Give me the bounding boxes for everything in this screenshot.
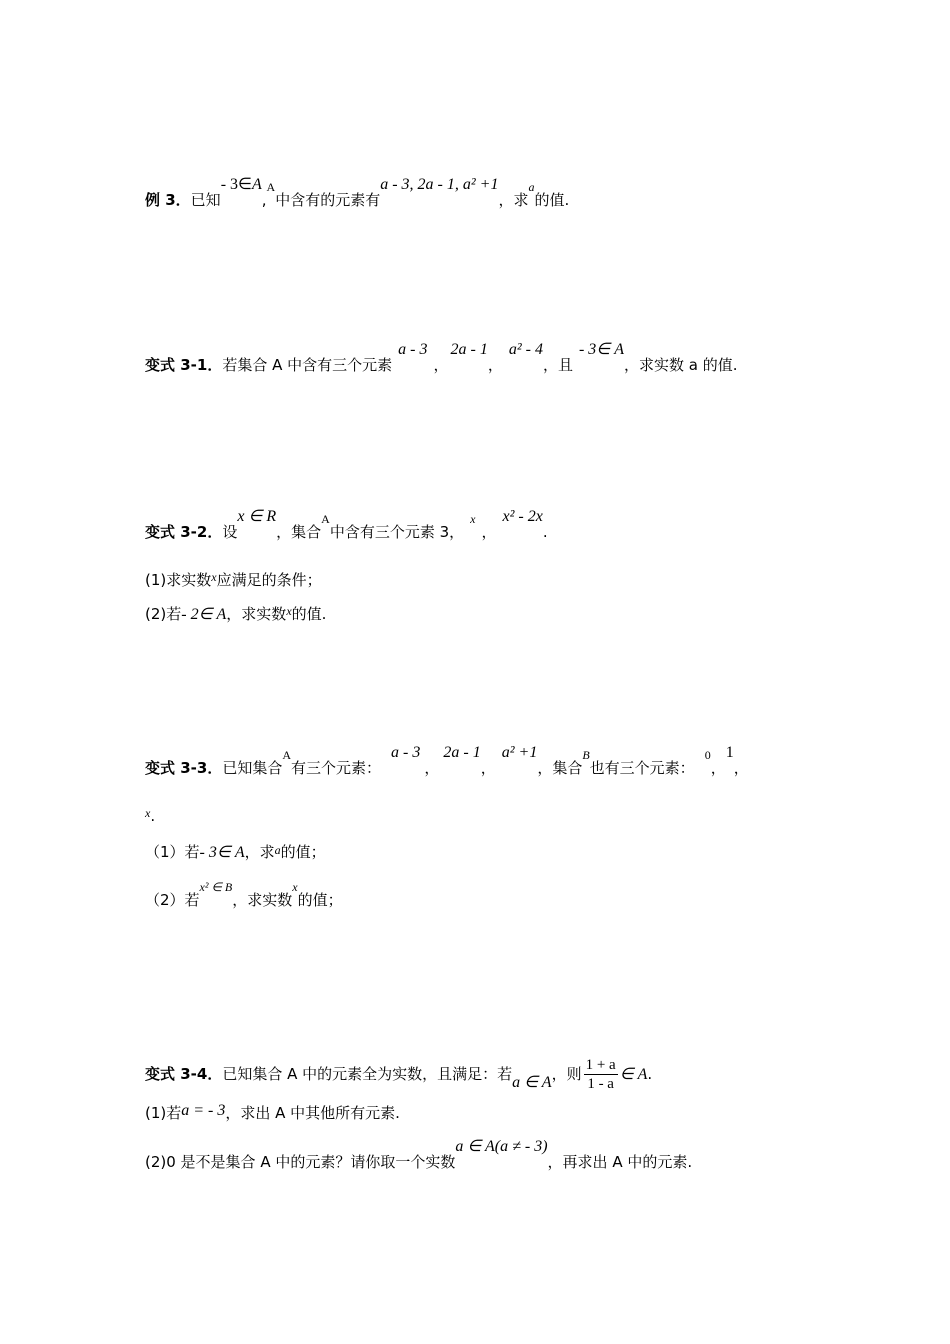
text: ，求出 A 中其他所有元素. (225, 1104, 400, 1122)
math: 1 (725, 744, 734, 761)
math: 2a - 1 (450, 341, 488, 358)
variant-3-4-q1 (145, 1103, 400, 1124)
text: ， (480, 759, 496, 777)
text: (1)若 (145, 1104, 182, 1122)
math: x (286, 604, 292, 618)
text: 已知集合 A 中的元素全为实数，且满足：若 (222, 1065, 513, 1083)
variant-label: 变式 3-1． (145, 356, 223, 374)
text: ，求实数 a 的值. (624, 356, 738, 374)
variant-label: 变式 3-3． (145, 759, 223, 777)
variant-3-4-q2 (145, 1138, 693, 1173)
math: a² - 4 (508, 341, 543, 358)
text: ，且 (542, 356, 573, 374)
variant-label: 变式 3-4． (145, 1065, 223, 1083)
math: a (274, 843, 281, 857)
math: ∈ A (619, 1066, 648, 1083)
math: a - 3 (391, 744, 421, 761)
text: ， (433, 356, 449, 374)
math: A (282, 748, 292, 762)
text: 已知集合 (222, 759, 283, 777)
denominator: 1 - a (587, 1076, 614, 1092)
math: x ∈ R (237, 508, 277, 525)
text: ， (733, 759, 749, 777)
text: ，求 (498, 191, 529, 209)
math: a² +1 (501, 744, 538, 761)
text: ，求实数 (232, 891, 293, 909)
text: (2)若 (145, 605, 182, 623)
text: （2）若 (145, 891, 200, 909)
math: a - 3 (398, 341, 428, 358)
text: (1)求实数 (145, 571, 212, 589)
math: x (145, 806, 151, 820)
text: 中含有的元素有 (275, 191, 381, 209)
math-part: A (251, 176, 262, 193)
fraction (584, 1056, 618, 1093)
text: 的值. (291, 605, 327, 623)
text: 的值. (534, 191, 570, 209)
text: ， (710, 759, 726, 777)
text: 应满足的条件； (216, 571, 322, 589)
math: x² - 2x (502, 508, 543, 525)
text: 已知 (190, 191, 221, 209)
text: ，再求出 A 中的元素. (547, 1153, 693, 1171)
text: 的值； (297, 891, 343, 909)
text: 中含有三个元素 3， (329, 523, 465, 541)
text: ， (481, 523, 497, 541)
text: . (647, 1065, 653, 1083)
math: a ∈ A (512, 1074, 552, 1091)
math: B (582, 748, 590, 762)
math: - 2∈ A (181, 606, 227, 623)
math: A (321, 512, 330, 526)
math: a ∈ A(a ≠ - 3) (455, 1138, 548, 1155)
text: ，求实数 (226, 605, 287, 623)
math-part: - 3∈ (220, 176, 252, 193)
variant-3-2 (145, 508, 548, 543)
text: , (261, 191, 267, 209)
math: A (266, 180, 276, 194)
variant-3-1 (145, 341, 738, 376)
text: 也有三个元素： (589, 759, 695, 777)
text: 的值； (280, 843, 326, 861)
math: a - 3, 2a - 1, a² +1 (380, 176, 499, 193)
numerator: 1 + a (585, 1057, 616, 1073)
text: (2)0 是不是集合 A 中的元素？请你取一个实数 (145, 1153, 456, 1171)
text: . (542, 523, 548, 541)
math: 2a - 1 (443, 744, 481, 761)
example-3-label: 例 3． (145, 191, 191, 209)
text: ，集合 (537, 759, 583, 777)
math: x (470, 512, 476, 526)
variant-3-3 (145, 744, 749, 779)
variant-3-4 (145, 1056, 652, 1093)
math: - 3∈ A (199, 844, 245, 861)
text: 若集合 A 中含有三个元素 (222, 356, 393, 374)
text: ，则 (551, 1065, 582, 1083)
variant-3-2-q2 (145, 604, 326, 625)
example-3 (145, 176, 570, 211)
math: a = - 3 (181, 1102, 226, 1119)
text: ，集合 (276, 523, 322, 541)
variant-3-3-cont (145, 806, 155, 827)
text: 设 (222, 523, 238, 541)
text: 有三个元素： (291, 759, 382, 777)
text: （1）若 (145, 843, 200, 861)
math: x² ∈ B (199, 880, 233, 894)
math: - 3∈ A (578, 341, 625, 358)
math: x (211, 570, 217, 584)
variant-label: 变式 3-2． (145, 523, 223, 541)
text: ，求 (244, 843, 275, 861)
math: 0 (704, 748, 711, 762)
math: x (292, 880, 298, 894)
variant-3-2-q1 (145, 570, 322, 591)
text: . (150, 807, 156, 825)
variant-3-3-q1 (145, 842, 326, 863)
text: ， (487, 356, 503, 374)
math: a (528, 180, 535, 194)
math (221, 176, 262, 193)
text: ， (424, 759, 440, 777)
